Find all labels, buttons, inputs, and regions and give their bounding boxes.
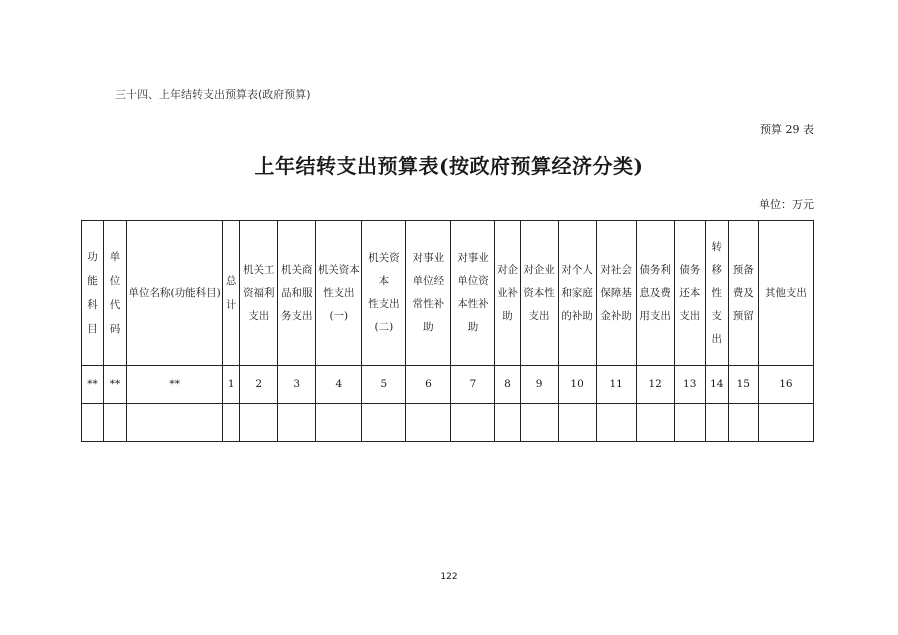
table-cell (451, 404, 495, 442)
index-cell: 8 (495, 366, 520, 404)
index-row (82, 366, 814, 404)
header-cell: 机关资本 性支出 (二) (362, 221, 406, 366)
index-cell: ** (104, 366, 127, 404)
table-cell (362, 404, 406, 442)
table-cell (406, 404, 451, 442)
index-cell: 11 (596, 366, 636, 404)
table-cell (520, 404, 558, 442)
table-cell (728, 404, 758, 442)
header-cell: 预备 费及 预留 (728, 221, 758, 366)
header-cell: 对社会 保障基 金补助 (596, 221, 636, 366)
header-cell: 总 计 (223, 221, 240, 366)
header-cell: 对事业 单位经 常性补 助 (406, 221, 451, 366)
budget-table (81, 220, 814, 442)
index-cell: 3 (278, 366, 316, 404)
index-cell: ** (82, 366, 104, 404)
table-cell (278, 404, 316, 442)
header-cell: 转移 性支 出 (705, 221, 728, 366)
header-cell: 对事业 单位资 本性补 助 (451, 221, 495, 366)
table-cell (674, 404, 705, 442)
table-cell (758, 404, 813, 442)
table-cell (316, 404, 362, 442)
section-title: 三十四、上年结转支出预算表(政府预算) (115, 88, 311, 101)
table-row (82, 404, 814, 442)
header-cell: 对企业 资本性 支出 (520, 221, 558, 366)
index-cell: 10 (558, 366, 596, 404)
index-cell: 2 (240, 366, 278, 404)
header-cell: 其他支出 (758, 221, 813, 366)
header-cell: 对个人 和家庭 的补助 (558, 221, 596, 366)
header-cell: 债务利 息及费 用支出 (636, 221, 674, 366)
table-cell (104, 404, 127, 442)
header-cell: 对企 业补 助 (495, 221, 520, 366)
header-cell: 机关资本 性支出 (一) (316, 221, 362, 366)
index-cell: ** (127, 366, 223, 404)
unit-label: 单位：万元 (759, 198, 814, 211)
index-cell: 6 (406, 366, 451, 404)
index-cell: 12 (636, 366, 674, 404)
table-number: 预算 29 表 (760, 123, 814, 136)
index-cell: 9 (520, 366, 558, 404)
header-cell: 债务 还本 支出 (674, 221, 705, 366)
table-cell (127, 404, 223, 442)
table-cell (82, 404, 104, 442)
index-cell: 4 (316, 366, 362, 404)
header-cell: 机关工 资福利 支出 (240, 221, 278, 366)
index-cell: 16 (758, 366, 813, 404)
table-cell (558, 404, 596, 442)
table-cell (240, 404, 278, 442)
index-cell: 7 (451, 366, 495, 404)
header-cell: 功 能 科 目 (82, 221, 104, 366)
index-cell: 13 (674, 366, 705, 404)
header-cell: 机关商 品和服 务支出 (278, 221, 316, 366)
index-cell: 14 (705, 366, 728, 404)
index-cell: 15 (728, 366, 758, 404)
header-row (82, 221, 814, 366)
index-cell: 5 (362, 366, 406, 404)
table-cell (223, 404, 240, 442)
table-cell (596, 404, 636, 442)
header-cell: 单 位 代 码 (104, 221, 127, 366)
table-cell (495, 404, 520, 442)
table-cell (636, 404, 674, 442)
index-cell: 1 (223, 366, 240, 404)
page-title: 上年结转支出预算表(按政府预算经济分类) (254, 154, 644, 178)
page-number: 122 (440, 572, 458, 582)
table-cell (705, 404, 728, 442)
header-cell: 单位名称(功能科目) (127, 221, 223, 366)
